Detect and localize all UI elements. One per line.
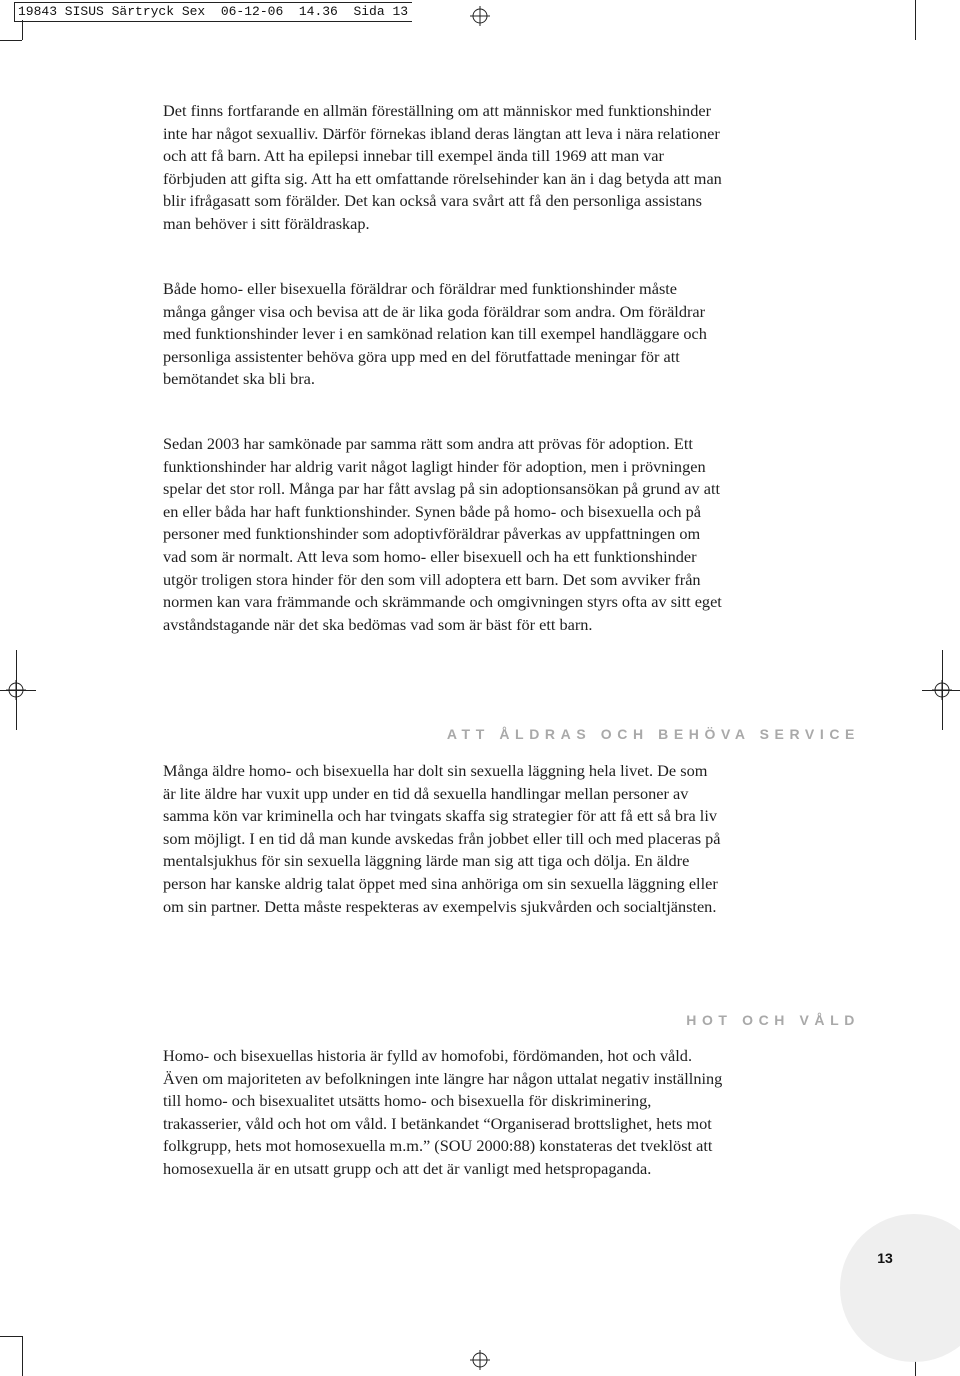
paragraph-sexuality-and-disability: Det finns fortfarande en allmän föreställning om att människor med funktionshinder inte har något sexualliv. Därför förnekas ibland deras längtan att leva i nära relationer och att få barn. Att ha epilepsi innebar till exempel ända till 1969 att man var förbjuden att gifta sig. Att ha ett omfattande rörelsehinder kan än i dag betyda att man blir ifrågasatt som förälder. Det kan också vara svårt att få den personliga assistans man behöver i sitt föräldraskap.	[163, 101, 722, 233]
section-heading-threats-violence: HOT OCH VÅLD	[686, 1012, 860, 1028]
crop-mark-left-top	[0, 40, 22, 41]
page-number: 13	[877, 1250, 893, 1266]
crop-mark-bottom-left	[22, 1336, 23, 1376]
crop-mark-left-bottom	[0, 1336, 22, 1337]
paragraph-adoption: Sedan 2003 har samkönade par samma rätt som andra att prövas för adoption. Ett funktionshinder har aldrig varit något lagligt hinder för adoption, men i prövningen spelar det stor roll. Många par har fått avslag på sin adoptionsansökan på grund av att en eller båda har haft funktionshinder. Synen både på homo- och bisexuella och på personer med funktionshinder som adoptivföräldrar påverkas av uppfattningen om vad som är normalt. Att leva som homo- eller bisexuell och ha ett funktionshinder utgör troligen stora hinder för den som vill adoptera ett barn. Det som avviker från normen kan vara främmande och skrämmande och omgivningen styrs ofta av sitt eget avståndstagande när det ska bedömas vad som är bäst för ett barn.	[163, 434, 722, 634]
registration-line-right-h	[922, 690, 960, 691]
printer-slug: 19843 SISUS Särtryck Sex 06-12-06 14.36 Sida 13	[14, 2, 412, 22]
paragraph-parents: Både homo- eller bisexuella föräldrar och föräldrar med funktionshinder måste många gånger visa och bevisa att de är lika goda föräldrar som andra. Om föräldrar med funktionshinder lever i en samkönad relation kan till exempel handläggare och personliga assistenter behöva göra upp med en del förutfattade meningar för att bemötandet ska bli bra.	[163, 279, 707, 389]
crop-mark-top-left	[22, 20, 23, 40]
crop-mark-top-right	[915, 0, 916, 40]
registration-line-left-h	[0, 690, 36, 691]
paragraph-aging: Många äldre homo- och bisexuella har dolt sin sexuella läggning hela livet. De som är lite äldre har vuxit upp under en tid då sexuella handlingar mellan personer av samma kön var kriminella och har tvingats skaffa sig strategier för att få ett så bra liv som möjligt. I en tid då man kunde avskedas från jobbet eller till och med placeras på mentalsjukhus för sin sexuella läggning lärde man sig att tiga och dölja. En äldre person har kanske aldrig talat öppet med sina anhöriga om sin sexuella läggning eller om sin partner. Detta måste respekteras av exempelvis sjukvården och socialtjänsten.	[163, 761, 721, 916]
registration-mark-bottom	[470, 1350, 490, 1370]
page-number-circle	[840, 1214, 960, 1362]
registration-mark-top	[470, 6, 490, 26]
section-heading-aging: ATT ÅLDRAS OCH BEHÖVA SERVICE	[446, 726, 860, 742]
paragraph-threats-violence: Homo- och bisexuellas historia är fylld av homofobi, fördömanden, hot och våld. Även om majoriteten av befolkningen inte längre har någon uttalat negativ inställning till homo- och bisexualitet utsätts homo- och bisexuella för diskriminering, trakasserier, våld och hot om våld. I betänkandet “Organiserad brottslighet, hets mot folkgrupp, hets mot homosexuella m.m.” (SOU 2000:88) konstateras det tveklöst att homosexuella är en utsatt grupp och att det är vanligt med hetspropaganda.	[163, 1046, 723, 1178]
